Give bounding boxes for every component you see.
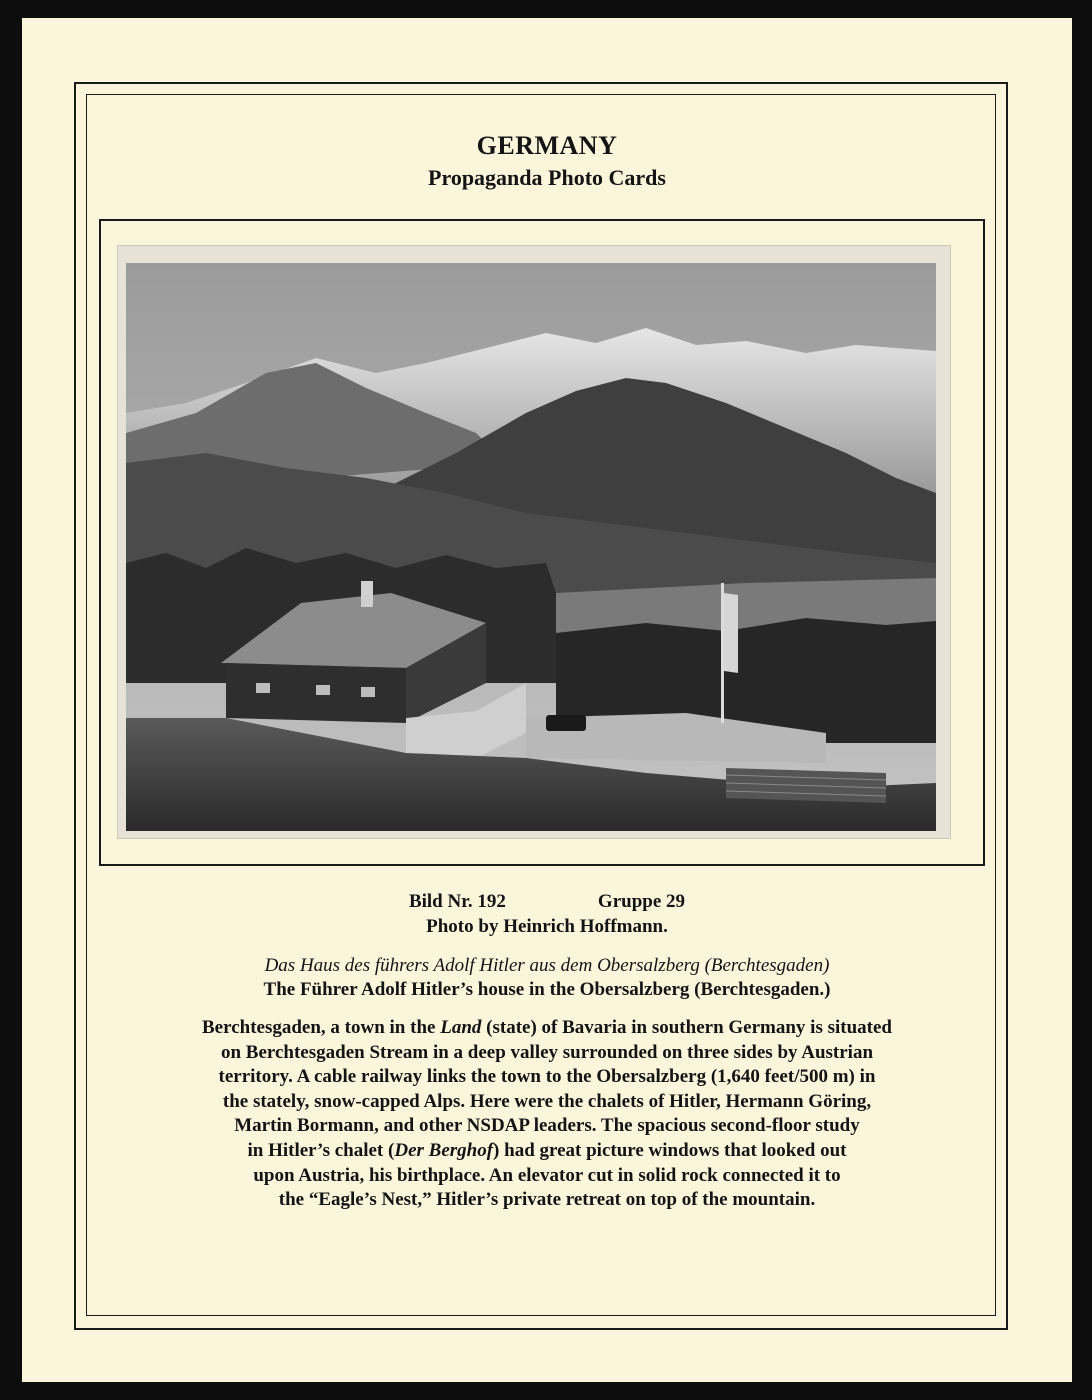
german-caption: Das Haus des führers Adolf Hitler aus dem Obersalzberg (Berchtesgaden)	[264, 955, 830, 976]
description-line: on Berchtesgaden Stream in a deep valley surrounded on three sides by Austrian	[220, 1041, 874, 1063]
description-line: in Hitler’s chalet (Der Berghof) had great picture windows that looked out	[247, 1139, 847, 1161]
page-title: GERMANY	[476, 131, 618, 160]
gruppe-number: Gruppe 29	[597, 891, 686, 912]
description-line: upon Austria, his birthplace. An elevator cut in solid rock connected it to	[253, 1164, 841, 1186]
description-line: the stately, snow-capped Alps. Here were the chalets of Hitler, Hermann Göring,	[222, 1090, 872, 1112]
card-number-line	[22, 891, 1072, 913]
bild-number: Bild Nr. 192	[408, 891, 506, 912]
album-page	[22, 18, 1072, 1382]
page-subtitle: Propaganda Photo Cards	[428, 165, 666, 190]
description-line: territory. A cable railway links the town to the Obersalzberg (1,640 feet/500 m) in	[218, 1066, 876, 1088]
description-line: Martin Bormann, and other NSDAP leaders. The spacious second-floor study	[234, 1115, 860, 1137]
photographer-credit: Photo by Heinrich Hoffmann.	[426, 916, 668, 937]
description-line: Berchtesgaden, a town in the Land (state) of Bavaria in southern Germany is situated	[202, 1017, 892, 1038]
mountain-chalet-photo-icon	[126, 263, 936, 831]
description-line: the “Eagle’s Nest,” Hitler’s private retreat on top of the mountain.	[278, 1189, 816, 1211]
description-paragraph	[142, 1016, 952, 1213]
english-caption: The Führer Adolf Hitler’s house in the Obersalzberg (Berchtesgaden.)	[263, 979, 831, 1000]
